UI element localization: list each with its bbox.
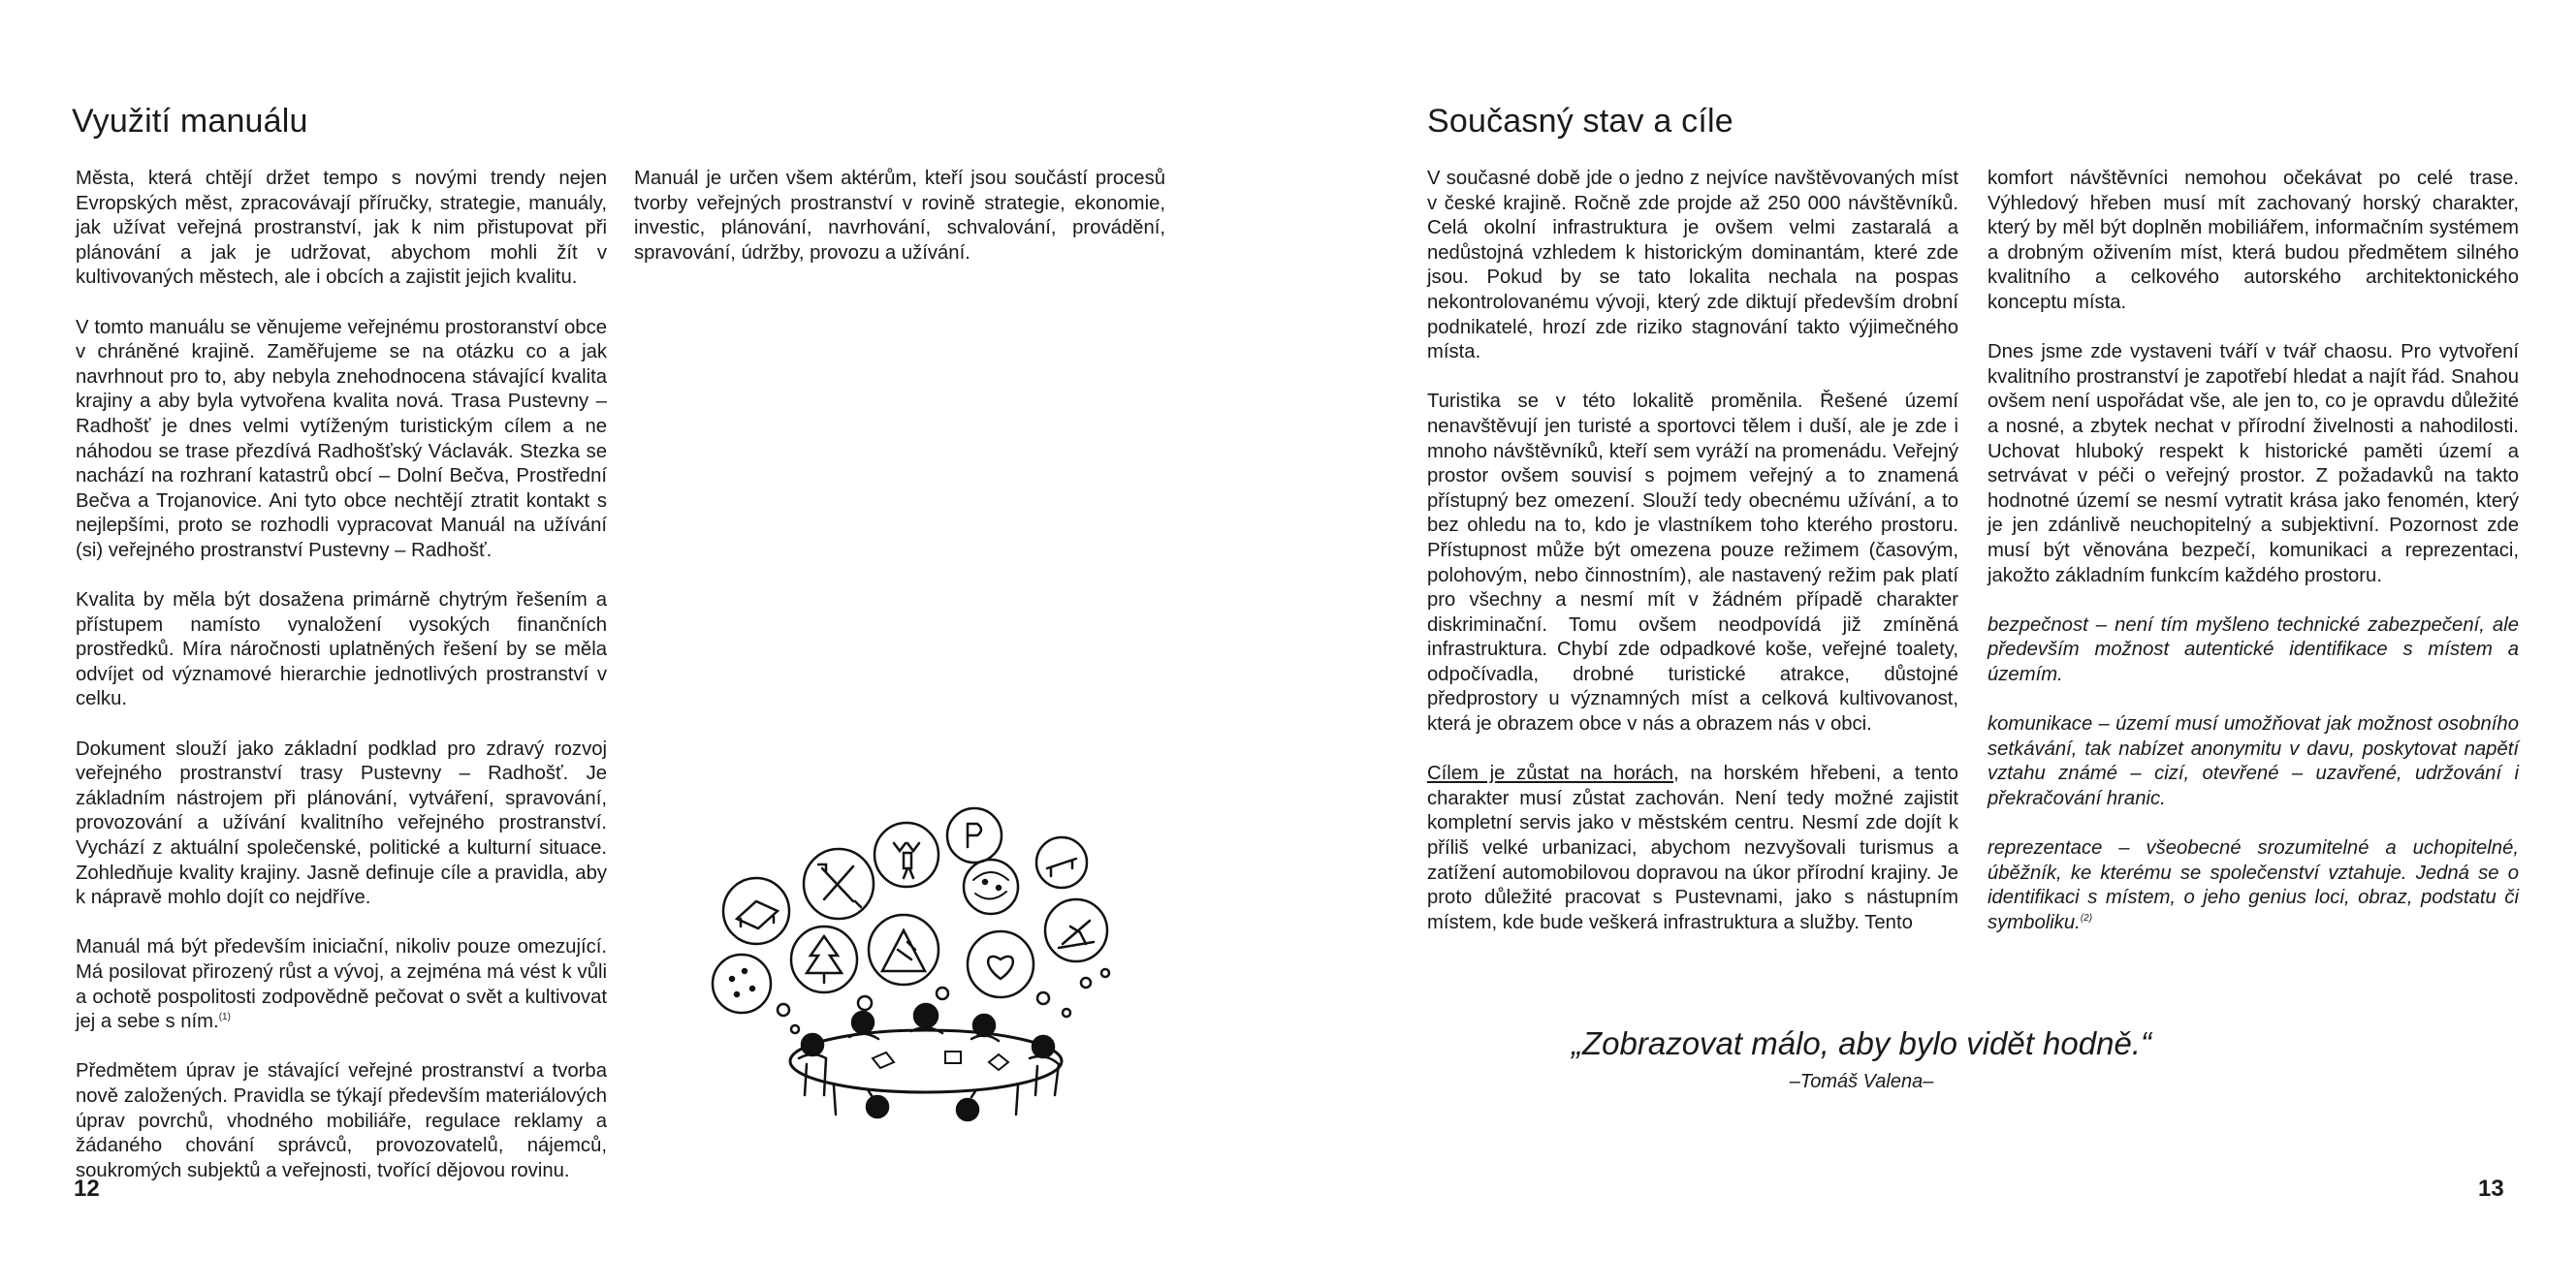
parking-icon bbox=[947, 808, 1002, 863]
left-column-2 bbox=[634, 167, 1165, 291]
left-column-1 bbox=[76, 167, 607, 1209]
page-number-left: 12 bbox=[74, 1176, 100, 1202]
paragraph: Předmětem úprav je stávající veřejné prostranství a tvorba nově založených. Pravidla se týkají především materiálových úprav povrchů, vhodného mobiliáře, regulace reklamy a žádaného chování správců, provozovatelů, nájemců, soukromých subjektů a veřejnosti, tvořící dějovou rovinu. bbox=[76, 1060, 607, 1181]
left-page-title: Využití manuálu bbox=[72, 103, 308, 140]
person bbox=[911, 1004, 942, 1033]
sofa-icon bbox=[723, 878, 789, 944]
paragraph-text: Manuál má být především iniciační, nikoliv pouze omezující. Má posilovat přirozený růst a vývoj, a zejména má vést k vůli a ochotě pospolitosti zodpovědně pečovat o svět a kultivovat jej a sebe s ním. bbox=[76, 936, 607, 1033]
right-column-1 bbox=[1427, 167, 1958, 960]
person bbox=[957, 1091, 978, 1120]
person bbox=[971, 1015, 999, 1041]
tent-icon bbox=[869, 915, 938, 985]
paragraph: Města, která chtějí držet tempo s novými trendy nejen Evropských měst, zpracovávají příručky, strategie, manuály, jak užívat veřejná prostranství, jak k nim přistupovat při plánování a jak je udržovat, abychom mohli žít v kultivovaných městech, ale i obcích a zajistit jejich kvalitu. bbox=[76, 168, 607, 289]
illustration-people-table bbox=[679, 804, 1125, 1124]
paragraph bbox=[76, 935, 607, 1034]
paragraph: Dnes jsme zde vystaveni tváří v tvář chaosu. Pro vytvoření kvalitního prostranství je zapotřebí hledat a najít řád. Snahou ovšem není uspořádat vše, ale jen to, co je opravdu důležité a nosné, a zbytek nechat v přírodní živelnosti a nahodilosti. Uchovat hluboký respekt k historické paměti území a setrvávat v péči o veřejný prostor. Z požadavků na takto hodnotné území se nesmí vytratit krása jako fenomén, který je jen zdánlivě neuchopitelný a subjektivní. Pozornost zde musí být věnována bezpečí, komunikaci a reprezentaci, jakožto základním funkcím každého prostoru. bbox=[1988, 341, 2519, 586]
dots-bubble bbox=[713, 955, 771, 1013]
page-number-right: 13 bbox=[2478, 1176, 2504, 1202]
heart-icon bbox=[968, 931, 1034, 997]
paragraph: V současné době jde o jedno z nejvíce navštěvovaných míst v české krajině. Ročně zde projde až 250 000 návštěvníků. Celá okolní infrastruktura je ovšem velmi zastaralá a nedůstojná vzhledem k historickým dominantám, které zde jsou. Pokud by se tato lokalita nechala na pospas nekontrolovanému vývoji, který zde diktují především drobní podnikatelé, hrozí zde riziko stagnování takto výjimečného místa. bbox=[1427, 168, 1958, 363]
footnote-ref: (2) bbox=[2080, 913, 2093, 925]
paragraph bbox=[1427, 762, 1958, 935]
person bbox=[849, 1012, 878, 1039]
bench-icon bbox=[1036, 837, 1087, 888]
paragraph: Dokument slouží jako základní podklad pro zdravý rozvoj veřejného prostranství trasy Pustevny – Radhošť. Je základním nástrojem při plánování, vytváření, spravování, provozování a užívání kvalitního veřejného prostranství. Vychází z aktuální společenské, politické a kulturní situace. Zohledňuje kvality krajiny. Jasně definuje cíle a pravidla, aby k nápravě mohlo dojít co nejdříve. bbox=[76, 738, 607, 909]
italic-paragraph-text: reprezentace – všeobecné srozumitelné a uchopitelné, úběžník, ke kterému se společenství vztahuje. Jedná se o identifikaci s místem, o jeho genius loci, obraz, podstatu či symboliku. bbox=[1988, 837, 2519, 933]
person bbox=[867, 1091, 888, 1117]
pull-quote: „Zobrazovat málo, aby bylo vidět hodně.“ bbox=[1572, 1025, 2151, 1061]
paragraph: Turistika se v této lokalitě proměnila. Řešené území nenavštěvují jen turisté a sportovci tělem i duší, ale je zde i mnoho návštěvníků, kteří sem vyráží na promenádu. Veřejný prostor ovšem souvisí s pojmem veřejný a to znamená přístupný bez omezení. Slouží tedy obecnému užívání, a to bez ohledu na to, kdo je vlastníkem toho kterého prostoru. Přístupnost může být omezena pouze režimem (časovým, polohovým, nebo činnostním), ale nastavený režim pak platí pro všechny a nesmí mít v žádném případě charakter diskriminační. Tomu ovšem neodpovídá již zmíněná infrastruktura. Chybí zde odpadkové koše, veřejné toalety, odpočívadla, drobné turistické atrakce, důstojné předprostory u významných míst a celková kultivovanost, která je obrazem obce v nás a obrazem nás v obci. bbox=[1427, 391, 1958, 736]
tools-icon bbox=[804, 849, 874, 919]
paragraph: Manuál je určen všem aktérům, kteří jsou součástí procesů tvorby veřejných prostranství v rovině strategie, ekonomie, investic, plánování, navrhování, schvalování, provádění, spravování, údržby, provozu a užívání. bbox=[634, 168, 1165, 264]
right-column-2 bbox=[1988, 167, 2519, 960]
footnote-ref: (1) bbox=[218, 1012, 231, 1023]
map-icon bbox=[964, 860, 1018, 914]
person bbox=[799, 1034, 826, 1095]
quote-author: –Tomáš Valena– bbox=[1789, 1071, 1934, 1092]
paragraph: V tomto manuálu se věnujeme veřejnému prostoranství obce v chráněné krajině. Zaměřujeme se na otázku co a jak navrhnout pro to, aby nebyla znehodnocena stávající kvalita krajiny a aby byla vytvořena kvalita nová. Trasa Pustevny – Radhošť je dnes velmi vytíženým turistickým cílem a ne náhodou se trase přezdívá Radhošťský Václavák. Stezka se nachází na rozhraní katastrů obcí – Dolní Bečva, Prostřední Bečva a Trojanovice. Ani tyto obce nechtějí ztratit kontakt s nejlepšími, proto se rozhodli vypracovat Manuál na užívání (si) veřejného prostranství Pustevny – Radhošť. bbox=[76, 316, 607, 561]
italic-paragraph: komunikace – území musí umožňovat jak možnost osobního setkávání, tak nabízet anonymitu v davu, poskytovat napětí vztahu známé – cizí, otevřené – uzavřené, udržování i překračování hranic. bbox=[1988, 713, 2519, 809]
person bbox=[1030, 1036, 1059, 1095]
paragraph: Kvalita by měla být dosažena primárně chytrým řešením a přístupem namísto vynaložení vysokých finančních prostředků. Míra náročnosti uplatněných řešení by se měla odvíjet od významové hierarchie jednotlivých prostranství v celku. bbox=[76, 589, 607, 710]
right-page-title: Současný stav a cíle bbox=[1427, 103, 1733, 140]
italic-paragraph bbox=[1988, 836, 2519, 935]
paragraph: komfort návštěvníci nemohou očekávat po celé trase. Výhledový hřeben musí mít zachovaný horský charakter, který by měl být doplněn mobiliářem, informačním systémem a drobným oživením míst, která budou předmětem silného kvalitního a celkového autorského architektonického konceptu místa. bbox=[1988, 168, 2519, 313]
skier-icon bbox=[1045, 899, 1107, 961]
italic-paragraph: bezpečnost – není tím myšleno technické zabezpečení, ale především možnost autentické identifikace s místem a územím. bbox=[1988, 613, 2519, 685]
goal-text: , na horském hřebeni, a tento charakter musí zůstat zachován. Není tedy možné zajistit kompletní servis jako v městském centru. Nesmí zde dojít k příliš velké urbanizaci, abychom nezvyšovali turismus a zatížení automobilovou dopravou na úkor přírodní krajiny. Je proto důležité pracovat s Pustevnami, jako s nástupním místem, kde bude veškerá infrastruktura a služby. Tento bbox=[1427, 763, 1958, 933]
tree-icon bbox=[791, 927, 857, 992]
deer-icon bbox=[875, 823, 938, 887]
goal-underlined: Cílem je zůstat na horách bbox=[1427, 763, 1674, 785]
